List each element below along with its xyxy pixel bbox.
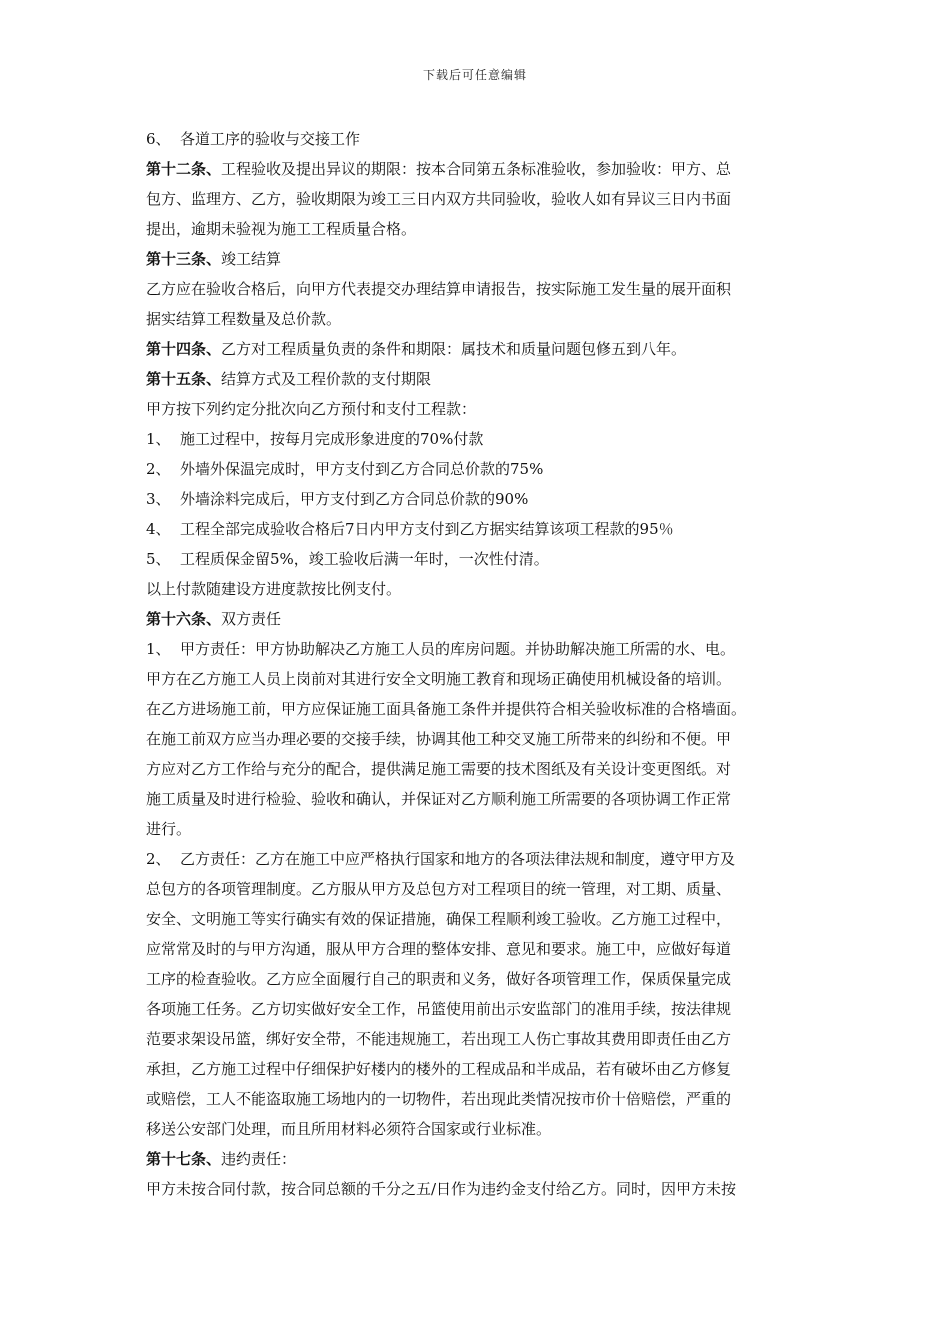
line-text: 双方责任 (221, 610, 282, 628)
text-line (146, 754, 814, 784)
text-line (146, 784, 814, 814)
text-line (146, 184, 814, 214)
line-text: 乙方对工程质量负责的条件和期限：属技术和质量问题包修五到八年。 (221, 340, 687, 358)
text-line (146, 934, 814, 964)
text-line (146, 904, 814, 934)
line-text: 甲方责任：甲方协助解决乙方施工人员的库房问题。并协助解决施工所需的水、电。 (180, 640, 736, 658)
text-line (146, 724, 814, 754)
line-text: 总包方的各项管理制度。乙方服从甲方及总包方对工程项目的统一管理，对工期、质量、 (146, 880, 732, 898)
text-line (146, 544, 814, 574)
text-line (146, 304, 814, 334)
text-line (146, 394, 814, 424)
line-text: 施工过程中，按每月完成形象进度的70%付款 (180, 430, 484, 448)
line-text: 方应对乙方工作给与充分的配合，提供满足施工需要的技术图纸及有关设计变更图纸。对 (146, 760, 732, 778)
text-line (146, 1084, 814, 1114)
text-line (146, 634, 814, 664)
text-line (146, 334, 814, 364)
text-line (146, 484, 814, 514)
text-line (146, 154, 814, 184)
line-text: 竣工结算 (221, 250, 282, 268)
line-text: 甲方按下列约定分批次向乙方预付和支付工程款： (146, 400, 477, 418)
article-heading: 第十四条、 (146, 340, 222, 358)
article-heading: 第十二条、 (146, 160, 222, 178)
article-heading: 第十三条、 (146, 250, 222, 268)
line-text: 各项施工任务。乙方切实做好安全工作，吊篮使用前出示安监部门的准用手续，按法律规 (146, 1000, 732, 1018)
list-number: 4、 (146, 520, 171, 538)
line-text: 移送公安部门处理，而且所用材料必须符合国家或行业标准。 (146, 1120, 552, 1138)
line-text: 以上付款随建设方进度款按比例支付。 (146, 580, 402, 598)
line-text: 甲方未按合同付款，按合同总额的千分之五/日作为违约金支付给乙方。同时，因甲方未按 (146, 1180, 737, 1198)
list-number: 1、 (146, 640, 171, 658)
line-text: 工序的检查验收。乙方应全面履行自己的职责和义务，做好各项管理工作，保质保量完成 (146, 970, 732, 988)
line-text: 据实结算工程数量及总价款。 (146, 310, 342, 328)
text-line (146, 964, 814, 994)
text-line (146, 124, 814, 154)
line-text: 外墙外保温完成时，甲方支付到乙方合同总价款的75% (180, 460, 544, 478)
list-number: 1、 (146, 430, 171, 448)
line-text: 安全、文明施工等实行确实有效的保证措施，确保工程顺利竣工验收。乙方施工过程中， (146, 910, 732, 928)
text-line (146, 874, 814, 904)
line-text: 乙方责任：乙方在施工中应严格执行国家和地方的各项法律法规和制度，遵守甲方及 (180, 850, 736, 868)
text-line (146, 694, 814, 724)
text-line (146, 1054, 814, 1084)
text-line (146, 574, 814, 604)
text-line (146, 844, 814, 874)
line-text: 工程全部完成验收合格后7日内甲方支付到乙方据实结算该项工程款的95％ (180, 520, 674, 538)
text-line (146, 1114, 814, 1144)
line-text: 进行。 (146, 820, 192, 838)
line-text: 包方、监理方、乙方，验收期限为竣工三日内双方共同验收，验收人如有异议三日内书面 (146, 190, 732, 208)
text-line (146, 244, 814, 274)
text-line (146, 994, 814, 1024)
line-text: 甲方在乙方施工人员上岗前对其进行安全文明施工教育和现场正确使用机械设备的培训。 (146, 670, 732, 688)
text-line (146, 214, 814, 244)
line-text: 结算方式及工程价款的支付期限 (221, 370, 432, 388)
article-heading: 第十七条、 (146, 1150, 222, 1168)
line-text: 在施工前双方应当办理必要的交接手续，协调其他工种交叉施工所带来的纠纷和不便。甲 (146, 730, 732, 748)
text-line (146, 424, 814, 454)
line-text: 乙方应在验收合格后，向甲方代表提交办理结算申请报告，按实际施工发生量的展开面积 (146, 280, 732, 298)
text-line (146, 454, 814, 484)
page-header: 下载后可任意编辑 (422, 68, 527, 82)
text-line (146, 1024, 814, 1054)
line-text: 外墙涂料完成后，甲方支付到乙方合同总价款的90% (180, 490, 529, 508)
line-text: 承担，乙方施工过程中仔细保护好楼内的楼外的工程成品和半成品，若有破坏由乙方修复 (146, 1060, 732, 1078)
line-text: 应常常及时的与甲方沟通，服从甲方合理的整体安排、意见和要求。施工中，应做好每道 (146, 940, 732, 958)
line-text: 或赔偿，工人不能盗取施工场地内的一切物件，若出现此类情况按市价十倍赔偿，严重的 (146, 1090, 732, 1108)
document-body (146, 124, 814, 1204)
list-number: 3、 (146, 490, 171, 508)
list-number: 2、 (146, 850, 171, 868)
list-number: 6、 (146, 130, 171, 148)
text-line (146, 514, 814, 544)
text-line (146, 1144, 814, 1174)
text-line (146, 364, 814, 394)
line-text: 提出，逾期未验视为施工工程质量合格。 (146, 220, 417, 238)
text-line (146, 1174, 814, 1204)
text-line (146, 814, 814, 844)
line-text: 工程验收及提出异议的期限：按本合同第五条标准验收，参加验收：甲方、总 (221, 160, 732, 178)
line-text: 施工质量及时进行检验、验收和确认，并保证对乙方顺利施工所需要的各项协调工作正常 (146, 790, 732, 808)
text-line (146, 604, 814, 634)
list-number: 5、 (146, 550, 171, 568)
text-line (146, 274, 814, 304)
article-heading: 第十六条、 (146, 610, 222, 628)
line-text: 范要求架设吊篮，绑好安全带，不能违规施工，若出现工人伤亡事故其费用即责任由乙方 (146, 1030, 732, 1048)
article-heading: 第十五条、 (146, 370, 222, 388)
line-text: 各道工序的验收与交接工作 (180, 130, 361, 148)
line-text: 工程质保金留5%，竣工验收后满一年时，一次性付清。 (180, 550, 549, 568)
text-line (146, 664, 814, 694)
line-text: 违约责任： (221, 1150, 297, 1168)
line-text: 在乙方进场施工前，甲方应保证施工面具备施工条件并提供符合相关验收标准的合格墙面。 (146, 700, 747, 718)
list-number: 2、 (146, 460, 171, 478)
